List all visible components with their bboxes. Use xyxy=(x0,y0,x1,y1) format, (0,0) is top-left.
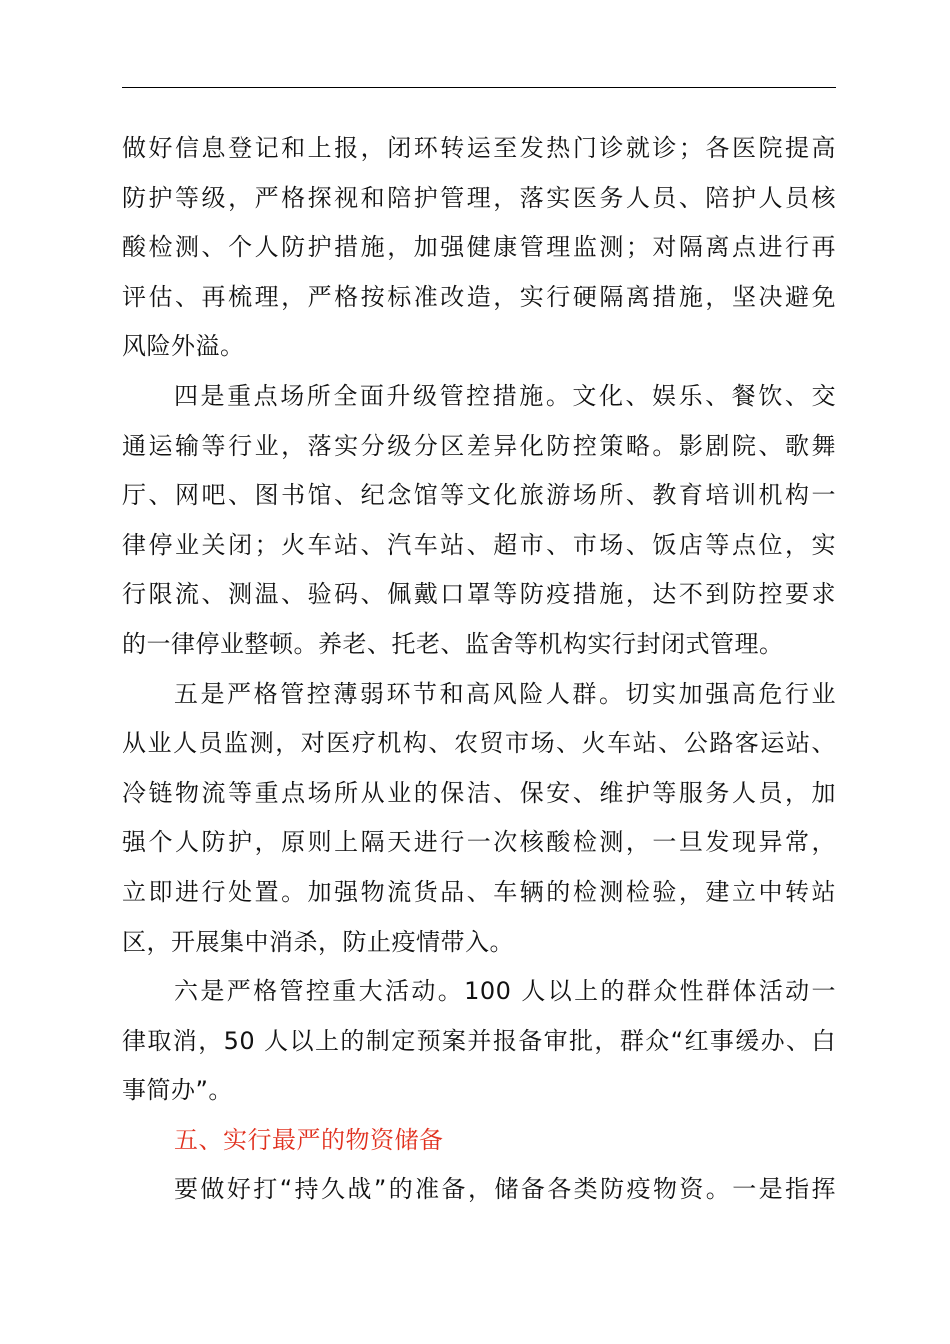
paragraph-line: 风险外溢。 xyxy=(122,332,245,361)
paragraph-line: 防护等级，严格探视和陪护管理，落实医务人员、陪护人员核 xyxy=(122,183,836,212)
paragraph-line: 事简办”。 xyxy=(122,1076,233,1105)
paragraph-line: 行限流、测温、验码、佩戴口罩等防疫措施，达不到防控要求 xyxy=(122,580,836,609)
paragraph-line: 四是重点场所全面升级管控措施。文化、娱乐、餐饮、交 xyxy=(174,381,836,410)
paragraph-line: 区，开展集中消杀，防止疫情带入。 xyxy=(122,927,514,956)
document-body xyxy=(122,124,836,1215)
paragraph-line: 六是严格管控重大活动。100 人以上的群众性群体活动一 xyxy=(174,977,836,1006)
paragraph-line: 要做好打“持久战”的准备，储备各类防疫物资。一是指挥 xyxy=(174,1175,836,1204)
paragraph-line: 律停业关闭；火车站、汽车站、超市、市场、饭店等点位，实 xyxy=(122,530,836,559)
paragraph-line: 通运输等行业，落实分级分区差异化防控策略。影剧院、歌舞 xyxy=(122,431,836,460)
paragraph-line: 评估、再梳理，严格按标准改造，实行硬隔离措施，坚决避免 xyxy=(122,282,836,311)
paragraph-line: 立即进行处置。加强物流货品、车辆的检测检验，建立中转站 xyxy=(122,877,836,906)
section-heading: 五、实行最严的物资储备 xyxy=(174,1125,444,1154)
paragraph-line: 冷链物流等重点场所从业的保洁、保安、维护等服务人员，加 xyxy=(122,778,836,807)
paragraph-line: 律取消，50 人以上的制定预案并报备审批，群众“红事缓办、白 xyxy=(122,1026,836,1055)
paragraph-line: 从业人员监测，对医疗机构、农贸市场、火车站、公路客运站、 xyxy=(122,729,836,758)
paragraph-line: 强个人防护，原则上隔天进行一次核酸检测，一旦发现异常， xyxy=(122,828,836,857)
paragraph-line: 的一律停业整顿。养老、托老、监舍等机构实行封闭式管理。 xyxy=(122,629,784,658)
paragraph-line: 厅、网吧、图书馆、纪念馆等文化旅游场所、教育培训机构一 xyxy=(122,481,836,510)
header-rule xyxy=(122,87,836,88)
paragraph-line: 做好信息登记和上报，闭环转运至发热门诊就诊；各医院提高 xyxy=(122,134,836,162)
paragraph-line: 五是严格管控薄弱环节和高风险人群。切实加强高危行业 xyxy=(174,679,836,708)
paragraph-line: 酸检测、个人防护措施，加强健康管理监测；对隔离点进行再 xyxy=(122,233,836,262)
